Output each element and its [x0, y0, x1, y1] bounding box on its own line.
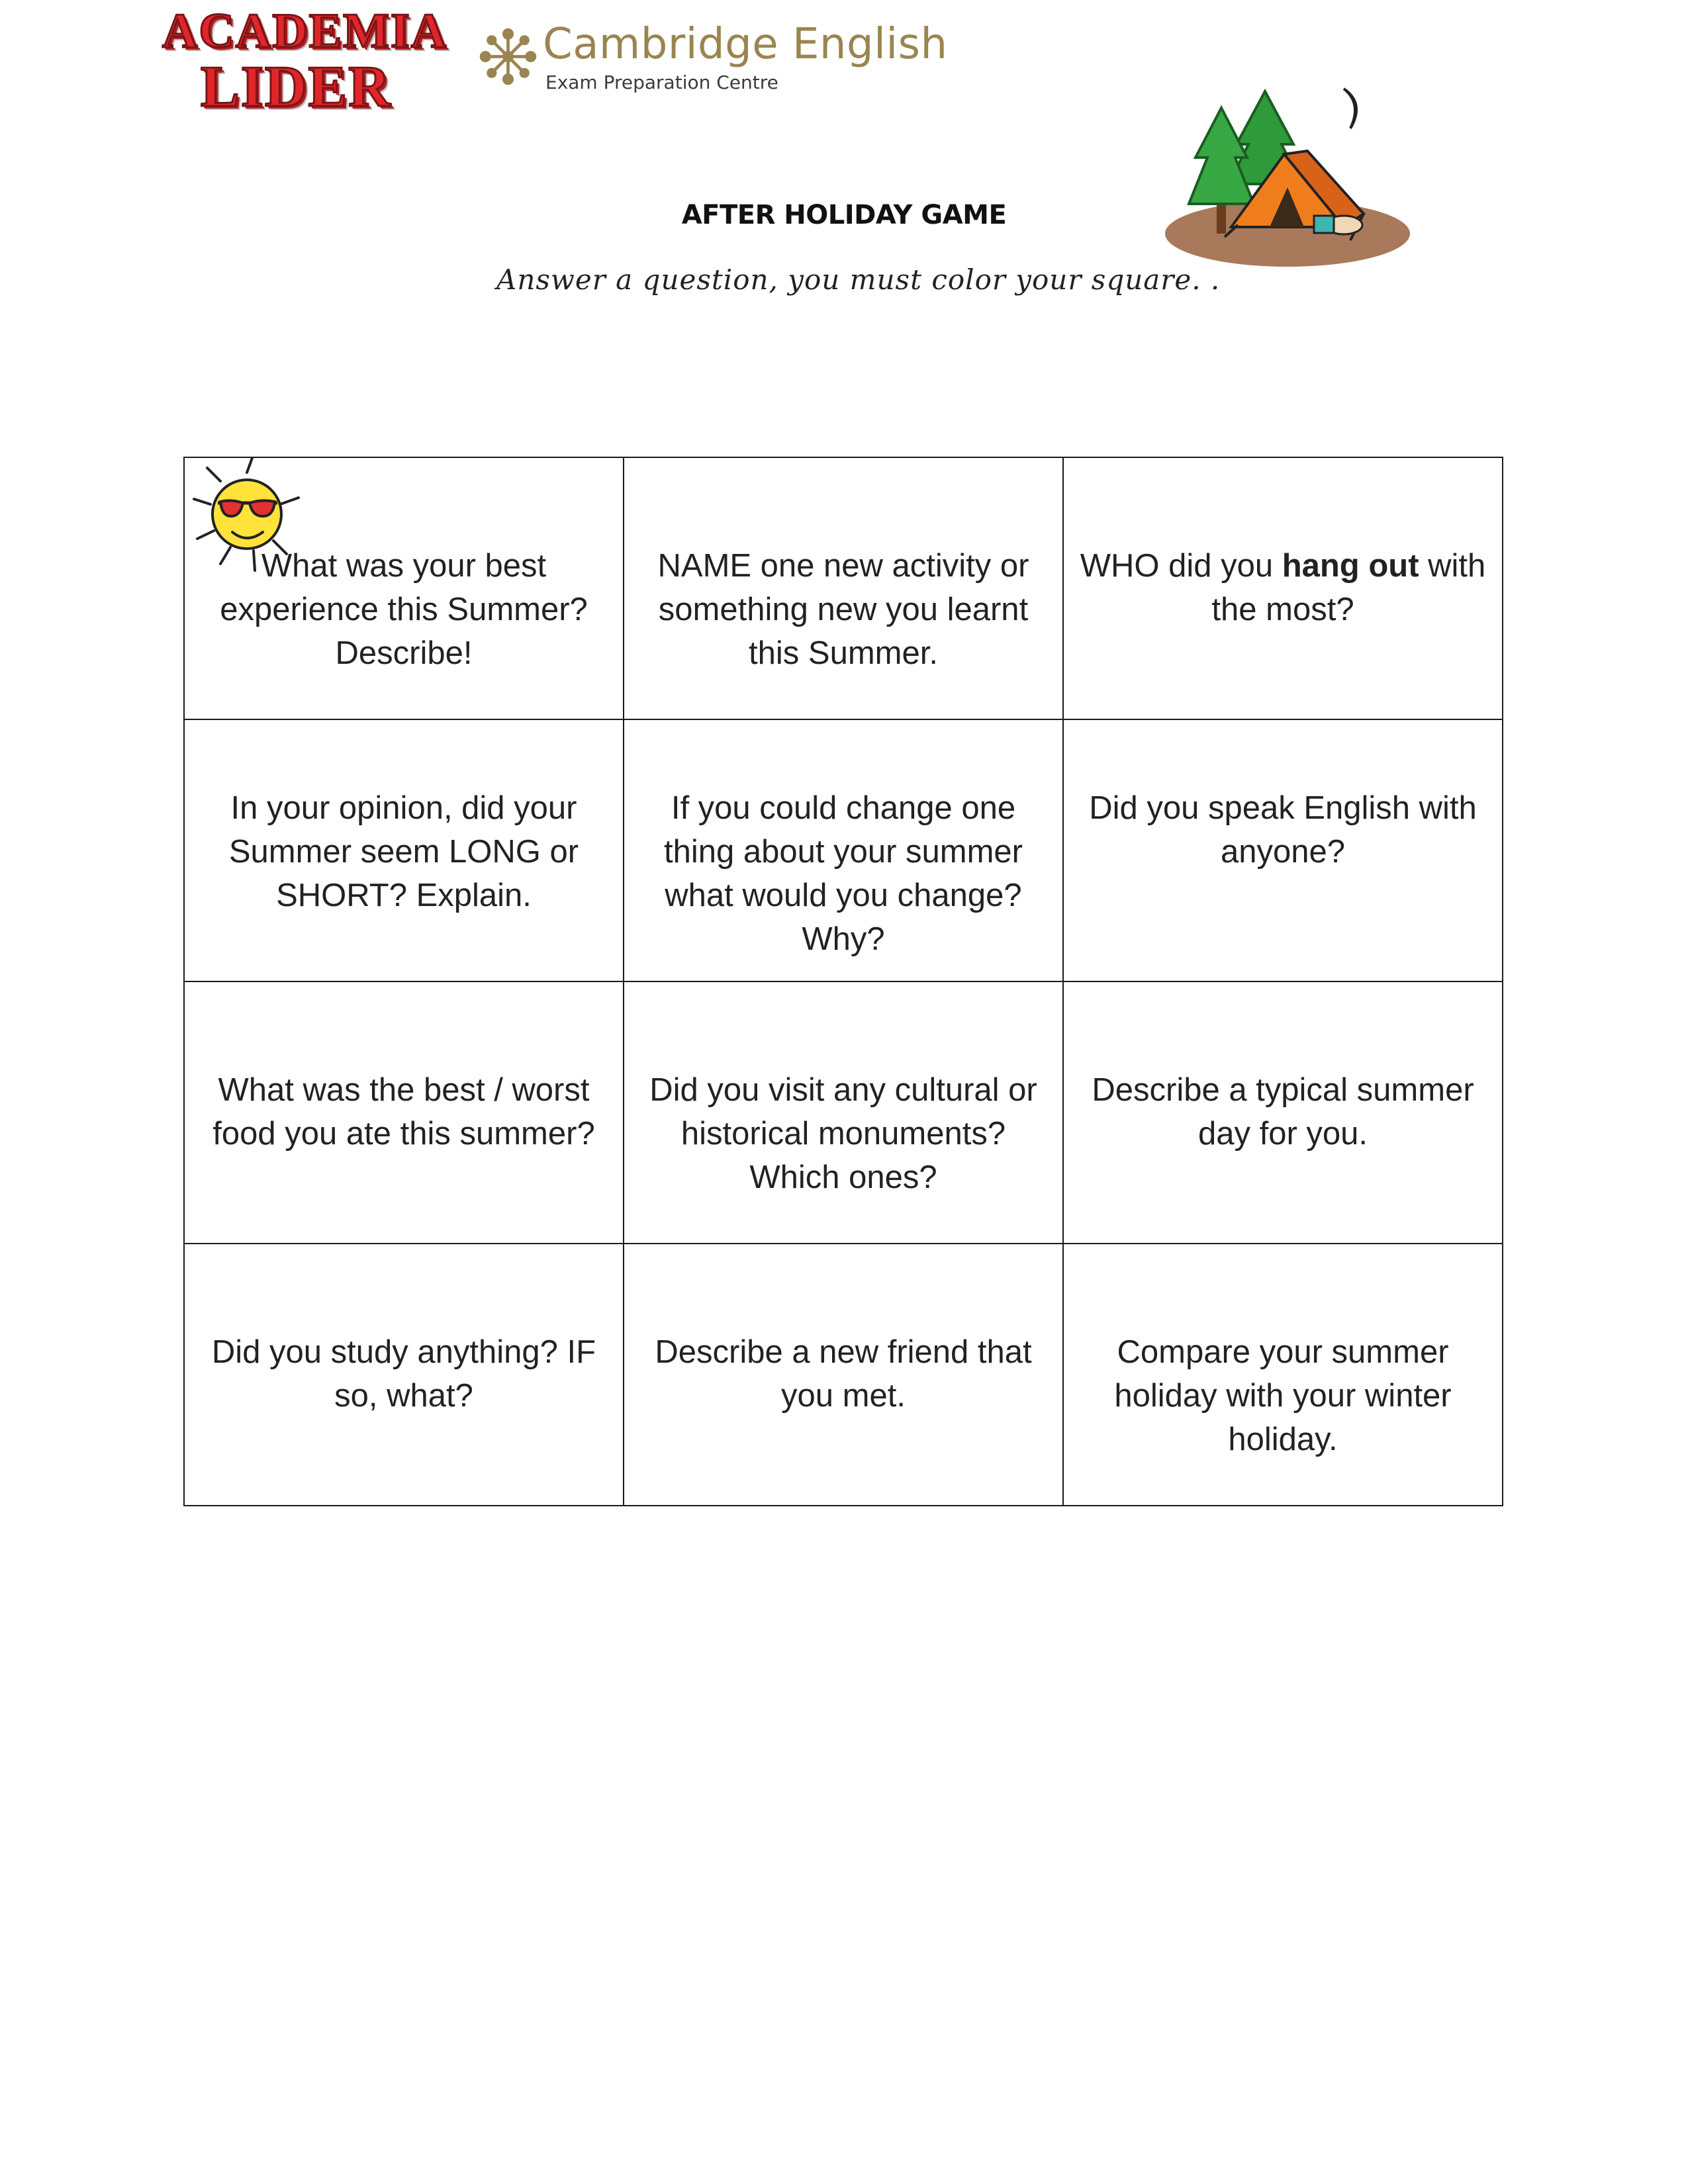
question-text-part: with the most? [1211, 548, 1486, 627]
question-square[interactable] [184, 457, 624, 719]
question-square[interactable] [184, 1244, 624, 1506]
cambridge-logo-name: Cambridge English [543, 20, 948, 69]
question-square[interactable] [1063, 457, 1503, 719]
question-text: Describe a new friend that you met. [655, 1334, 1032, 1414]
question-text: In your opinion, did your Summer seem LONG or SHORT? Explain. [228, 790, 579, 913]
grid-row [184, 457, 1503, 719]
question-square[interactable] [624, 981, 1063, 1244]
grid-row [184, 1244, 1503, 1506]
question-square[interactable] [1063, 1244, 1503, 1506]
question-text: Compare your summer holiday with your winter holiday. [1114, 1334, 1452, 1457]
question-grid [183, 457, 1503, 1506]
question-square[interactable] [624, 457, 1063, 719]
camping-tent-icon [1152, 78, 1417, 270]
moon-icon [1344, 89, 1356, 128]
question-square[interactable] [1063, 719, 1503, 981]
question-text-emphasis: hang out [1282, 548, 1419, 584]
academia-logo-line2: LIDER [201, 55, 392, 119]
question-text: NAME one new activity or something new you learnt this Summer. [657, 548, 1029, 671]
question-square[interactable] [624, 1244, 1063, 1506]
academia-logo-line1: ACADEMIA [162, 4, 448, 58]
academia-lider-logo [162, 4, 460, 119]
question-text: If you could change one thing about your summer what would you change? Why? [664, 790, 1023, 957]
sun-with-sunglasses-icon [181, 458, 313, 577]
question-square[interactable] [184, 719, 624, 981]
instruction-text: Answer a question, you must color your square. . [496, 263, 1221, 296]
question-text: What was the best / worst food you ate this summer? [212, 1072, 595, 1152]
question-text: Describe a typical summer day for you. [1092, 1072, 1474, 1152]
question-square[interactable] [1063, 981, 1503, 1244]
grid-row [184, 719, 1503, 981]
question-text [1077, 458, 1489, 631]
question-square[interactable] [624, 719, 1063, 981]
question-text-part: WHO did you [1080, 548, 1282, 584]
cambridge-english-logo [477, 19, 948, 98]
question-text: Did you study anything? IF so, what? [211, 1334, 596, 1414]
page-title: AFTER HOLIDAY GAME [681, 200, 1007, 230]
question-text: Did you speak English with anyone? [1089, 790, 1477, 870]
cambridge-star-icon [477, 25, 539, 88]
grid-row [184, 981, 1503, 1244]
question-square[interactable] [184, 981, 624, 1244]
question-text: What was your best experience this Summer? Describe! [220, 548, 588, 671]
cambridge-logo-subtitle: Exam Preparation Centre [545, 71, 778, 93]
question-text: Did you visit any cultural or historical monuments? Which ones? [649, 1072, 1037, 1195]
